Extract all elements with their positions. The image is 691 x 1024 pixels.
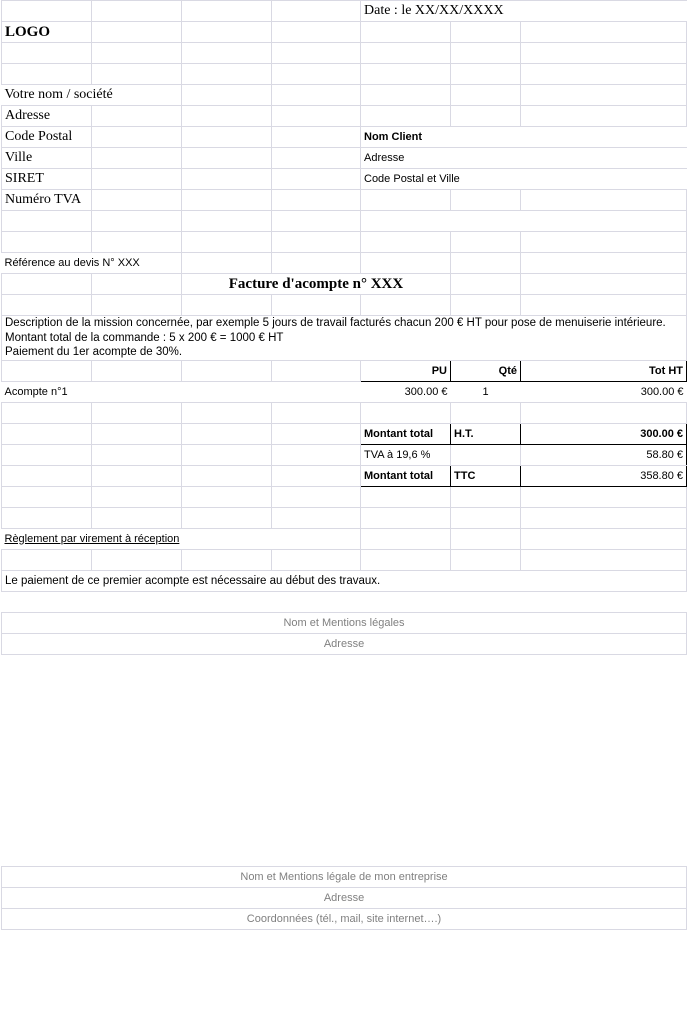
cell-blank (451, 43, 521, 64)
cell-blank (272, 232, 361, 253)
footer-line-3: Coordonnées (tél., mail, site internet….) (2, 908, 687, 929)
cell-blank (361, 486, 451, 507)
sender-address: Adresse (2, 106, 92, 127)
cell-blank (361, 22, 451, 43)
footer-line-2: Adresse (2, 887, 687, 908)
cell-blank (92, 465, 182, 486)
cell-blank (272, 85, 361, 106)
row-blank (2, 232, 687, 253)
cell-blank (2, 507, 92, 528)
cell-blank (272, 211, 361, 232)
cell-blank (92, 360, 182, 381)
vat-value: 58.80 € (521, 444, 687, 465)
spacer (2, 591, 687, 612)
cell-blank (451, 64, 521, 85)
cell-blank (92, 402, 182, 423)
legal-line-1: Nom et Mentions légales (2, 612, 687, 633)
cell-blank (92, 148, 182, 169)
header-unit-price: PU (361, 360, 451, 381)
cell-blank (521, 528, 687, 549)
cell-blank (521, 253, 687, 274)
cell-blank (521, 402, 687, 423)
cell-blank (92, 423, 182, 444)
vat-label: TVA à 19,6 % (361, 444, 451, 465)
header-total-ht: Tot HT (521, 360, 687, 381)
row-invoice-title (2, 274, 687, 295)
cell-blank (182, 253, 272, 274)
description-line-2: Montant total de la commande : 5 x 200 € = 1000 € HT (5, 331, 284, 344)
date-text: Date : le XX/XX/XXXX (361, 1, 687, 22)
cell-blank (272, 169, 361, 190)
description-line-1: Description de la mission concernée, par exemple 5 jours de travail facturés chacun 200 € HT pour pose de menuiserie intérieure. (5, 317, 666, 329)
cell-blank (361, 232, 451, 253)
header-quantity: Qté (451, 360, 521, 381)
item-quantity: 1 (482, 385, 489, 398)
cell-blank (521, 190, 687, 211)
cell-blank (361, 106, 451, 127)
cell-blank (92, 106, 182, 127)
cell-blank (272, 549, 361, 570)
cell-blank (272, 423, 361, 444)
row-blank (2, 507, 687, 528)
row-blank (2, 211, 687, 232)
cell-blank (182, 549, 272, 570)
row-sender-name (2, 85, 687, 106)
cell-blank (92, 43, 182, 64)
cell-blank (182, 22, 272, 43)
total-ht-value: 300.00 € (521, 423, 687, 444)
row-legal-2 (2, 633, 687, 654)
cell-blank (451, 549, 521, 570)
cell-blank (2, 295, 92, 316)
table-row (2, 381, 687, 402)
cell-blank (2, 423, 92, 444)
cell-blank (451, 232, 521, 253)
quote-reference: Référence au devis N° XXX (2, 253, 182, 274)
cell-blank (2, 444, 92, 465)
cell-blank (272, 465, 361, 486)
cell-blank (92, 444, 182, 465)
row-legal-1 (2, 612, 687, 633)
row-sender-address (2, 106, 687, 127)
cell-blank (521, 64, 687, 85)
cell-blank (272, 106, 361, 127)
cell-blank (272, 444, 361, 465)
cell-blank (92, 274, 182, 295)
cell-blank (92, 169, 182, 190)
cell-blank (451, 402, 521, 423)
sender-city: Ville (2, 148, 92, 169)
cell-blank (521, 85, 687, 106)
client-name: Nom Client (361, 127, 687, 148)
total-ttc-suffix: TTC (451, 465, 521, 486)
cell-blank (182, 423, 272, 444)
cell-blank (182, 507, 272, 528)
cell-blank (521, 295, 687, 316)
row-blank (2, 43, 687, 64)
cell-blank (2, 43, 92, 64)
row-blank (2, 486, 687, 507)
cell-blank (361, 528, 451, 549)
cell-blank (361, 549, 451, 570)
client-address: Adresse (361, 148, 687, 169)
row-blank (2, 295, 687, 316)
cell-blank (272, 22, 361, 43)
cell-blank (182, 85, 272, 106)
cell-blank (361, 295, 451, 316)
row-total-ttc (2, 465, 687, 486)
cell-blank (451, 486, 521, 507)
cell-blank (2, 1, 92, 22)
cell-blank (521, 274, 687, 295)
row-blank (2, 64, 687, 85)
cell-blank (182, 169, 272, 190)
cell-blank (272, 127, 361, 148)
client-postal-city: Code Postal et Ville (361, 169, 687, 190)
cell-blank (92, 190, 182, 211)
invoice-title: Facture d'acompte n° XXX (182, 274, 451, 295)
payment-terms: Règlement par virement à réception (2, 528, 361, 549)
cell-blank (182, 360, 272, 381)
row-sender-vat (2, 190, 687, 211)
cell-blank (92, 64, 182, 85)
cell-blank (2, 360, 92, 381)
cell-blank (2, 486, 92, 507)
payment-note: Le paiement de ce premier acompte est nécessaire au début des travaux. (2, 570, 687, 591)
cell-blank (2, 211, 92, 232)
cell-blank (361, 253, 451, 274)
cell-blank (361, 64, 451, 85)
cell-blank (2, 402, 92, 423)
cell-blank (182, 43, 272, 64)
row-blank (2, 402, 687, 423)
cell-blank (272, 507, 361, 528)
row-payment-terms (2, 528, 687, 549)
legal-line-2: Adresse (2, 633, 687, 654)
cell-blank (182, 127, 272, 148)
cell-blank (92, 507, 182, 528)
description-line-3: Paiement du 1er acompte de 30%. (5, 346, 183, 358)
cell-blank (182, 402, 272, 423)
sender-vat-number: Numéro TVA (2, 190, 92, 211)
row-sender-city-client-address (2, 148, 687, 169)
cell-blank (92, 486, 182, 507)
cell-blank (182, 465, 272, 486)
cell-blank (521, 43, 687, 64)
cell-blank (272, 402, 361, 423)
cell-blank (521, 22, 687, 43)
cell-blank (182, 232, 272, 253)
row-blank (2, 549, 687, 570)
cell-blank (92, 127, 182, 148)
cell-blank (182, 486, 272, 507)
row-spacer (2, 591, 687, 612)
cell-blank (182, 1, 272, 22)
cell-blank (92, 549, 182, 570)
sender-siret: SIRET (2, 169, 92, 190)
row-date (2, 1, 687, 22)
cell-blank (182, 190, 272, 211)
cell-blank (272, 43, 361, 64)
cell-blank (361, 402, 451, 423)
row-vat (2, 444, 687, 465)
row-footer-3 (2, 908, 687, 929)
cell-blank (451, 190, 521, 211)
cell-blank (2, 549, 92, 570)
cell-blank (182, 444, 272, 465)
cell-blank (451, 253, 521, 274)
row-footer-1 (2, 866, 687, 887)
cell-blank (182, 211, 272, 232)
total-ttc-value: 358.80 € (521, 465, 687, 486)
row-sender-siret-client-postal (2, 169, 687, 190)
cell-blank (92, 295, 182, 316)
cell-blank (521, 232, 687, 253)
cell-blank (2, 232, 92, 253)
cell-blank (182, 148, 272, 169)
row-description (2, 316, 687, 361)
cell-blank (451, 444, 521, 465)
cell-blank (521, 486, 687, 507)
cell-blank (182, 64, 272, 85)
cell-blank (521, 106, 687, 127)
row-total-ht (2, 423, 687, 444)
cell-blank (451, 85, 521, 106)
cell-blank (451, 528, 521, 549)
cell-blank (521, 507, 687, 528)
cell-blank (272, 1, 361, 22)
cell-blank (361, 43, 451, 64)
cell-blank (361, 211, 687, 232)
row-logo (2, 22, 687, 43)
cell-blank (92, 211, 182, 232)
cell-blank (272, 360, 361, 381)
cell-blank (272, 64, 361, 85)
cell-blank (451, 106, 521, 127)
cell-blank (521, 549, 687, 570)
item-total-ht: 300.00 € (640, 385, 684, 398)
logo-placeholder: LOGO (2, 22, 92, 43)
cell-blank (451, 507, 521, 528)
row-sender-postal-client-name (2, 127, 687, 148)
item-label: Acompte n°1 (4, 385, 68, 398)
cell-blank (92, 232, 182, 253)
cell-blank (361, 85, 451, 106)
cell-blank (2, 64, 92, 85)
sender-name: Votre nom / société (2, 85, 182, 106)
footer-line-1: Nom et Mentions légale de mon entreprise (2, 866, 687, 887)
cell-blank (272, 148, 361, 169)
cell-blank (272, 190, 361, 211)
row-footer-2 (2, 887, 687, 908)
sender-postal-code: Code Postal (2, 127, 92, 148)
cell-blank (2, 274, 92, 295)
row-reference (2, 253, 687, 274)
total-ttc-label: Montant total (361, 465, 451, 486)
description-box (2, 316, 687, 361)
cell-blank (451, 22, 521, 43)
cell-blank (272, 253, 361, 274)
item-unit-price: 300.00 € (404, 385, 448, 398)
cell-blank (182, 106, 272, 127)
cell-blank (182, 295, 272, 316)
body-gap (2, 654, 687, 866)
cell-blank (361, 190, 451, 211)
cell-blank (451, 295, 521, 316)
cell-blank (451, 274, 521, 295)
cell-blank (2, 465, 92, 486)
cell-blank (272, 295, 361, 316)
cell-blank (92, 1, 182, 22)
total-ht-label: Montant total (361, 423, 451, 444)
invoice-sheet (1, 0, 687, 930)
row-body-gap (2, 654, 687, 866)
cell-blank (361, 507, 451, 528)
row-table-headers (2, 360, 687, 381)
cell-blank (272, 486, 361, 507)
row-payment-note (2, 570, 687, 591)
total-ht-suffix: H.T. (451, 423, 521, 444)
cell-blank (92, 22, 182, 43)
